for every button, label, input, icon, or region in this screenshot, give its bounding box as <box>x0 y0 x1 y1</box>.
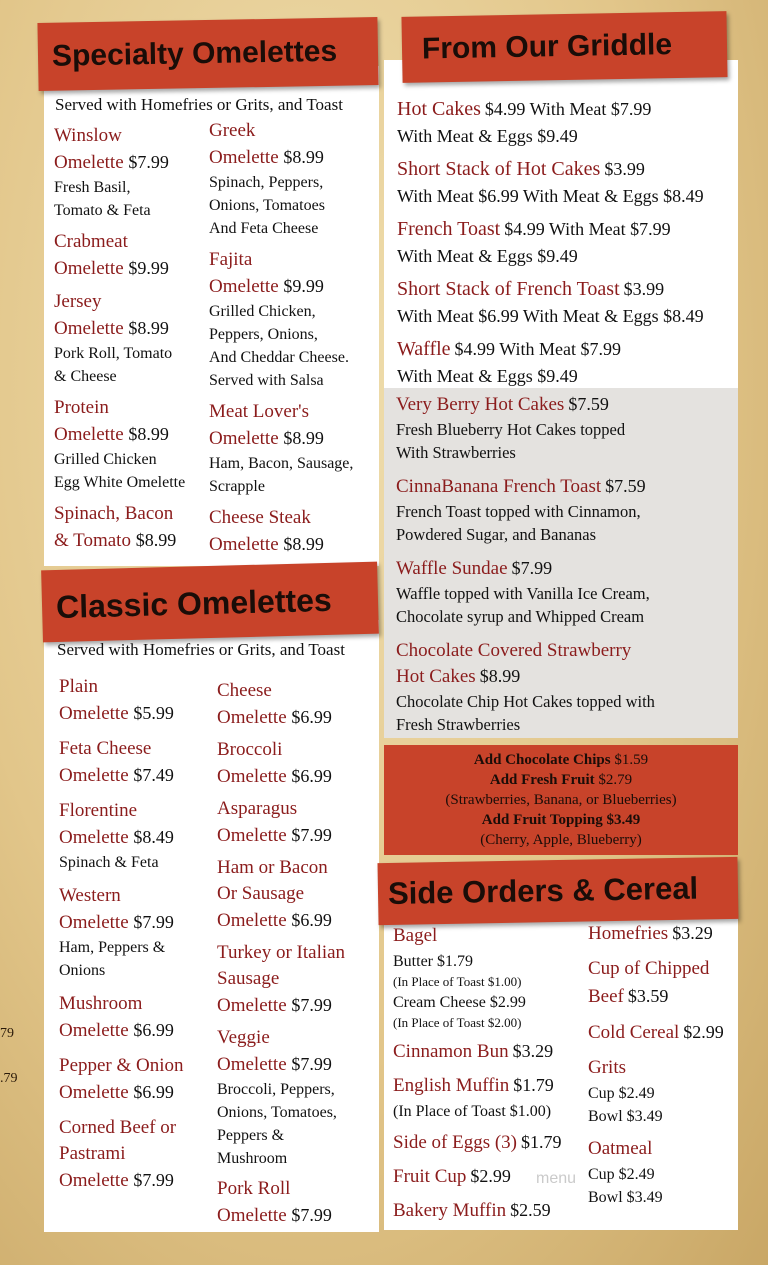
item-name: Cheese <box>217 680 272 701</box>
side-name-line <box>588 983 736 1011</box>
item-name: Omelette <box>217 1205 287 1226</box>
addons-box <box>384 745 738 855</box>
item-name-line <box>217 704 377 731</box>
item-name-line <box>59 1017 217 1044</box>
item-price: $7.99 <box>291 1054 332 1074</box>
item-price: $6.99 <box>133 1082 174 1102</box>
item-detail: Cream Cheese $2.99 <box>393 994 526 1011</box>
item-description: Chocolate syrup and Whipped Cream <box>396 607 645 626</box>
item-detail: (In Place of Toast $1.00) <box>393 1103 552 1120</box>
item-price: $7.49 <box>133 765 174 785</box>
item-description: Fresh Blueberry Hot Cakes topped <box>396 420 626 439</box>
item-name: Omelette <box>59 1170 129 1191</box>
item-name: English Muffin <box>393 1075 510 1096</box>
item-name-line <box>209 118 381 144</box>
item-name-line <box>217 822 377 849</box>
item-name-line <box>209 273 381 300</box>
griddle-item-line <box>397 156 735 184</box>
item-name-line <box>59 909 217 936</box>
griddle-banner <box>401 11 727 83</box>
item-name-line <box>209 144 381 171</box>
item-price: $3.99 <box>623 279 665 299</box>
menu-item <box>217 940 377 1019</box>
menu-item <box>209 247 381 392</box>
item-name: Cup of Chipped <box>588 958 710 979</box>
item-price: $8.99 <box>128 318 169 338</box>
item-price: $7.99 <box>133 1170 174 1190</box>
section-title: Classic Omelettes <box>55 581 333 626</box>
menu-item <box>209 505 381 558</box>
item-name-line <box>59 991 217 1017</box>
griddle-item-line <box>397 216 735 244</box>
menu-item <box>59 736 217 789</box>
item-description: Onions, Tomatoes <box>209 197 325 214</box>
item-name: Omelette <box>209 276 279 297</box>
edge-fragment: 79 <box>0 1026 14 1041</box>
item-price: $8.99 <box>479 666 521 686</box>
side-name-line <box>393 1129 588 1157</box>
item-name: Pepper & Onion <box>59 1055 184 1076</box>
item-price: $2.99 <box>470 1166 511 1186</box>
item-name-line <box>54 527 209 554</box>
item-detail: (In Place of Toast $1.00) <box>393 974 522 989</box>
item-description: Peppers, Onions, <box>209 326 318 343</box>
item-description: Peppers & <box>217 1127 285 1144</box>
side-name-line <box>588 920 736 948</box>
watermark: menu <box>536 1170 577 1187</box>
item-name: Homefries <box>588 923 669 944</box>
griddle-item <box>397 96 735 148</box>
item-name: Fruit Cup <box>393 1166 467 1187</box>
item-name-line <box>209 531 381 558</box>
item-description: Onions, Tomatoes, <box>217 1104 337 1121</box>
item-name-line <box>209 399 381 425</box>
item-name: CinnaBanana French Toast <box>396 476 602 497</box>
item-name: Omelette <box>59 1020 129 1041</box>
item-detail: Bowl $3.49 <box>588 1189 663 1206</box>
menu-item <box>59 1115 217 1194</box>
item-description: And Feta Cheese <box>209 220 319 237</box>
special-name-line <box>396 392 736 418</box>
special-item <box>396 474 736 546</box>
item-price: $2.99 <box>683 1022 724 1042</box>
item-name-line <box>59 674 217 700</box>
item-price: $4.99 With Meat $7.99 <box>484 99 652 119</box>
griddle-item-line <box>397 96 735 124</box>
menu-item <box>217 796 377 849</box>
side-item <box>588 1136 736 1209</box>
edge-fragment: .79 <box>0 1071 18 1086</box>
item-description: Egg White Omelette <box>54 474 186 491</box>
item-price: $3.99 <box>604 159 645 179</box>
item-description: And Cheddar Cheese. <box>209 349 349 366</box>
side-name-line <box>588 1136 736 1163</box>
item-price: $6.99 <box>291 910 332 930</box>
menu-item <box>59 798 217 874</box>
item-description: Chocolate Chip Hot Cakes topped with <box>396 692 655 711</box>
addon-label: Add Fresh Fruit <box>489 772 595 788</box>
item-price-detail: With Meat & Eggs $9.49 <box>397 366 578 386</box>
item-name-line <box>54 289 209 315</box>
menu-item <box>59 1053 217 1106</box>
side-item <box>393 1129 588 1157</box>
item-name: Sausage <box>217 968 280 989</box>
menu-item <box>217 855 377 934</box>
item-name-line <box>209 505 381 531</box>
side-name-line <box>393 1072 588 1100</box>
item-name: Omelette <box>217 707 287 728</box>
menu-item <box>59 674 217 727</box>
item-name: Beef <box>588 986 624 1007</box>
menu-item <box>54 123 209 222</box>
item-name-line <box>217 966 377 992</box>
item-price: $7.99 <box>511 558 553 578</box>
addon-price: $1.59 <box>614 752 649 768</box>
item-name: Short Stack of Hot Cakes <box>397 158 601 180</box>
item-name: Feta Cheese <box>59 738 152 759</box>
addon-note: (Cherry, Apple, Blueberry) <box>480 832 642 848</box>
special-item <box>396 392 736 464</box>
menu-item <box>217 1025 377 1170</box>
item-name-line <box>54 229 209 255</box>
item-name: Omelette <box>59 1082 129 1103</box>
item-name-line <box>217 1176 377 1202</box>
item-description: Broccoli, Peppers, <box>217 1081 335 1098</box>
griddle-specials-list <box>396 392 736 746</box>
item-name: French Toast <box>397 218 501 240</box>
item-name-line <box>217 796 377 822</box>
item-price-detail: With Meat $6.99 With Meat & Eggs $8.49 <box>397 306 704 326</box>
item-name: Omelette <box>59 827 129 848</box>
side-item <box>393 1072 588 1123</box>
item-price: $7.99 <box>291 825 332 845</box>
item-name-line <box>217 737 377 763</box>
item-description: Onions <box>59 962 106 979</box>
sides-right-column <box>588 920 736 1217</box>
item-name: Bagel <box>393 925 438 946</box>
item-name-line <box>59 700 217 727</box>
item-detail: Cup $2.49 <box>588 1166 655 1183</box>
item-name-line <box>217 678 377 704</box>
item-name-line <box>59 762 217 789</box>
item-name: Omelette <box>59 703 129 724</box>
menu-item <box>59 991 217 1044</box>
section-title: From Our Griddle <box>421 28 673 66</box>
item-name-line <box>59 1053 217 1079</box>
item-name: Side of Eggs (3) <box>393 1132 518 1153</box>
item-name: Chocolate Covered Strawberry <box>396 640 632 661</box>
griddle-item-line <box>397 276 735 304</box>
item-description: Spinach & Feta <box>59 854 159 871</box>
item-name: Protein <box>54 397 109 418</box>
menu-item <box>59 883 217 982</box>
item-price: $8.99 <box>283 147 324 167</box>
classic-right-column <box>217 678 377 1235</box>
item-price-detail: With Meat & Eggs $9.49 <box>397 246 578 266</box>
item-name: Or Sausage <box>217 883 305 904</box>
item-name-line <box>217 907 377 934</box>
item-name: Pastrami <box>59 1143 126 1164</box>
item-price: $6.99 <box>291 707 332 727</box>
item-name: Omelette <box>59 912 129 933</box>
item-name: Omelette <box>209 428 279 449</box>
menu-item <box>54 395 209 494</box>
item-price: $4.99 With Meat $7.99 <box>454 339 621 359</box>
menu-item <box>217 678 377 731</box>
item-detail: Butter $1.79 <box>393 953 473 970</box>
item-price: $7.99 <box>291 1205 332 1225</box>
item-detail: (In Place of Toast $2.00) <box>393 1015 522 1030</box>
item-price: $8.99 <box>135 530 177 550</box>
item-price: $7.59 <box>568 394 609 414</box>
side-item <box>588 920 736 948</box>
item-name: Omelette <box>217 910 287 931</box>
item-price: $1.79 <box>513 1075 554 1095</box>
item-price: $5.99 <box>133 703 174 723</box>
addon-price: $2.79 <box>598 772 633 788</box>
item-detail: Cup $2.49 <box>588 1085 655 1102</box>
item-description: Ham, Bacon, Sausage, <box>209 455 354 472</box>
item-price: $7.59 <box>605 476 646 496</box>
item-name-line <box>209 247 381 273</box>
item-price: $3.29 <box>672 923 713 943</box>
item-name-line <box>59 798 217 824</box>
side-item <box>393 1197 588 1225</box>
classic-left-column <box>59 674 217 1203</box>
side-name-line <box>393 923 588 950</box>
item-description: Scrapple <box>209 478 265 495</box>
menu-item <box>54 229 209 282</box>
griddle-item <box>397 276 735 328</box>
item-name: Ham or Bacon <box>217 857 328 878</box>
item-name: Western <box>59 885 121 906</box>
item-name-line <box>217 881 377 907</box>
griddle-item <box>397 336 735 388</box>
item-description: Waffle topped with Vanilla Ice Cream, <box>396 584 650 603</box>
item-name: Omelette <box>54 318 124 339</box>
section-subtitle: Served with Homefries or Grits, and Toast <box>57 640 345 659</box>
item-price-detail: With Meat $6.99 With Meat & Eggs $8.49 <box>397 186 704 206</box>
griddle-item-line <box>397 336 735 364</box>
item-name-line <box>54 315 209 342</box>
item-name: Cold Cereal <box>588 1022 680 1043</box>
item-price: $2.59 <box>510 1200 551 1220</box>
item-name: Short Stack of French Toast <box>397 278 620 300</box>
item-name: Omelette <box>59 765 129 786</box>
item-price: $7.99 <box>133 912 174 932</box>
item-name-line <box>217 940 377 966</box>
item-name: Omelette <box>217 1054 287 1075</box>
side-item <box>588 1055 736 1128</box>
item-description: Spinach, Peppers, <box>209 174 324 191</box>
item-price: $1.79 <box>521 1132 562 1152</box>
item-name-line <box>54 421 209 448</box>
item-description: Mushroom <box>217 1150 288 1167</box>
side-item <box>588 1019 736 1047</box>
item-name: Pork Roll <box>217 1178 291 1199</box>
item-description: Ham, Peppers & <box>59 939 166 956</box>
side-name-line <box>588 1019 736 1047</box>
item-name-line <box>217 1051 377 1078</box>
item-name: Very Berry Hot Cakes <box>396 394 565 415</box>
item-price: $4.99 With Meat $7.99 <box>504 219 671 239</box>
item-description: Pork Roll, Tomato <box>54 345 173 362</box>
item-price: $6.99 <box>291 766 332 786</box>
item-name: Omelette <box>217 825 287 846</box>
item-name: Grits <box>588 1057 626 1078</box>
item-description: Fresh Strawberries <box>396 715 521 734</box>
item-name: Veggie <box>217 1027 270 1048</box>
item-description: French Toast topped with Cinnamon, <box>396 502 641 521</box>
item-description: Served with Salsa <box>209 372 324 389</box>
item-name-line <box>54 123 209 149</box>
section-title: Side Orders & Cereal <box>387 870 699 911</box>
item-detail: Bowl $3.49 <box>588 1108 663 1125</box>
item-price-detail: With Meat & Eggs $9.49 <box>397 126 578 146</box>
item-name-line <box>217 1025 377 1051</box>
item-description: Powdered Sugar, and Bananas <box>396 525 597 544</box>
item-name: Winslow <box>54 125 122 146</box>
item-description: Fresh Basil, <box>54 179 131 196</box>
item-price: $8.99 <box>128 424 169 444</box>
item-name-line <box>209 425 381 452</box>
item-name-line <box>217 992 377 1019</box>
side-name-line <box>588 1055 736 1082</box>
item-name-line <box>217 1202 377 1229</box>
item-name-line <box>59 883 217 909</box>
item-name: Cheese Steak <box>209 507 311 528</box>
item-name-line <box>217 855 377 881</box>
item-name: Cinnamon Bun <box>393 1041 509 1062</box>
item-name-line <box>59 1167 217 1194</box>
item-name: Omelette <box>54 424 124 445</box>
item-name-line <box>59 824 217 851</box>
menu-item <box>54 289 209 388</box>
side-item <box>393 923 588 1032</box>
item-price: $7.99 <box>291 995 332 1015</box>
side-item <box>393 1038 588 1066</box>
item-name: Florentine <box>59 800 138 821</box>
item-name: Omelette <box>209 534 279 555</box>
special-item <box>396 638 736 736</box>
item-description: Tomato & Feta <box>54 202 151 219</box>
specialty-left-column <box>54 123 209 561</box>
item-description: Grilled Chicken <box>54 451 157 468</box>
specialty-right-column <box>209 118 381 565</box>
item-description: With Strawberries <box>396 443 516 462</box>
item-name-line <box>217 763 377 790</box>
special-item <box>396 556 736 628</box>
item-name-line <box>59 1141 217 1167</box>
addon-note: (Strawberries, Banana, or Blueberries) <box>445 792 677 808</box>
section-title: Specialty Omelettes <box>51 34 338 73</box>
menu-item <box>209 399 381 498</box>
item-name: Asparagus <box>217 798 298 819</box>
item-name-line <box>59 1115 217 1141</box>
item-name: Hot Cakes <box>396 666 476 687</box>
item-price: $8.49 <box>133 827 174 847</box>
special-name-line <box>396 474 736 500</box>
item-name-line <box>59 736 217 762</box>
item-name: Fajita <box>209 249 253 270</box>
menu-item <box>217 737 377 790</box>
item-description: Grilled Chicken, <box>209 303 316 320</box>
addon-label: Add Chocolate Chips <box>473 752 611 768</box>
addon-price: $3.49 <box>606 812 641 828</box>
item-name: Greek <box>209 120 256 141</box>
item-price: $3.29 <box>512 1041 554 1061</box>
item-name: Jersey <box>54 291 102 312</box>
item-name: Omelette <box>217 766 287 787</box>
item-name-line <box>54 149 209 176</box>
item-name-line <box>54 501 209 527</box>
section-subtitle: Served with Homefries or Grits, and Toast <box>55 95 343 114</box>
special-name-line <box>396 664 736 690</box>
item-name: Mushroom <box>59 993 143 1014</box>
side-name-line <box>393 1197 588 1225</box>
menu-item <box>217 1176 377 1229</box>
item-name-line <box>59 1079 217 1106</box>
item-price: $7.99 <box>128 152 169 172</box>
item-name: Omelette <box>209 147 279 168</box>
item-price: $9.99 <box>283 276 324 296</box>
item-name: Plain <box>59 676 99 697</box>
specialty-banner <box>37 17 378 91</box>
item-name: Oatmeal <box>588 1138 653 1159</box>
item-price: $8.99 <box>283 428 324 448</box>
item-price: $8.99 <box>283 534 324 554</box>
item-name: Meat Lover's <box>209 401 309 422</box>
special-name-line <box>396 556 736 582</box>
item-name: Bakery Muffin <box>393 1200 507 1221</box>
item-name: Broccoli <box>217 739 283 760</box>
item-name: Corned Beef or <box>59 1117 177 1138</box>
side-name-line <box>393 1038 588 1066</box>
item-description: & Cheese <box>54 368 117 385</box>
menu-item <box>209 118 381 240</box>
griddle-list <box>397 96 735 396</box>
item-name: Waffle Sundae <box>396 558 508 579</box>
side-name-line <box>588 956 736 983</box>
item-name: Turkey or Italian <box>217 942 346 963</box>
item-name: Hot Cakes <box>397 98 481 120</box>
item-name-line <box>54 255 209 282</box>
item-name: Spinach, Bacon <box>54 503 174 524</box>
item-name: Omelette <box>54 258 124 279</box>
item-price: $6.99 <box>133 1020 174 1040</box>
item-name: Omelette <box>54 152 124 173</box>
item-name: Crabmeat <box>54 231 128 252</box>
item-price: $3.59 <box>627 986 669 1006</box>
item-price: $9.99 <box>128 258 169 278</box>
classic-banner <box>41 562 379 643</box>
menu-item <box>54 501 209 554</box>
item-name: Omelette <box>217 995 287 1016</box>
side-item <box>588 956 736 1011</box>
addon-label: Add Fruit Topping <box>481 812 603 828</box>
griddle-item <box>397 156 735 208</box>
item-name: Waffle <box>397 338 451 360</box>
sides-banner <box>377 857 738 925</box>
griddle-item <box>397 216 735 268</box>
item-name: & Tomato <box>54 530 131 551</box>
item-name-line <box>54 395 209 421</box>
